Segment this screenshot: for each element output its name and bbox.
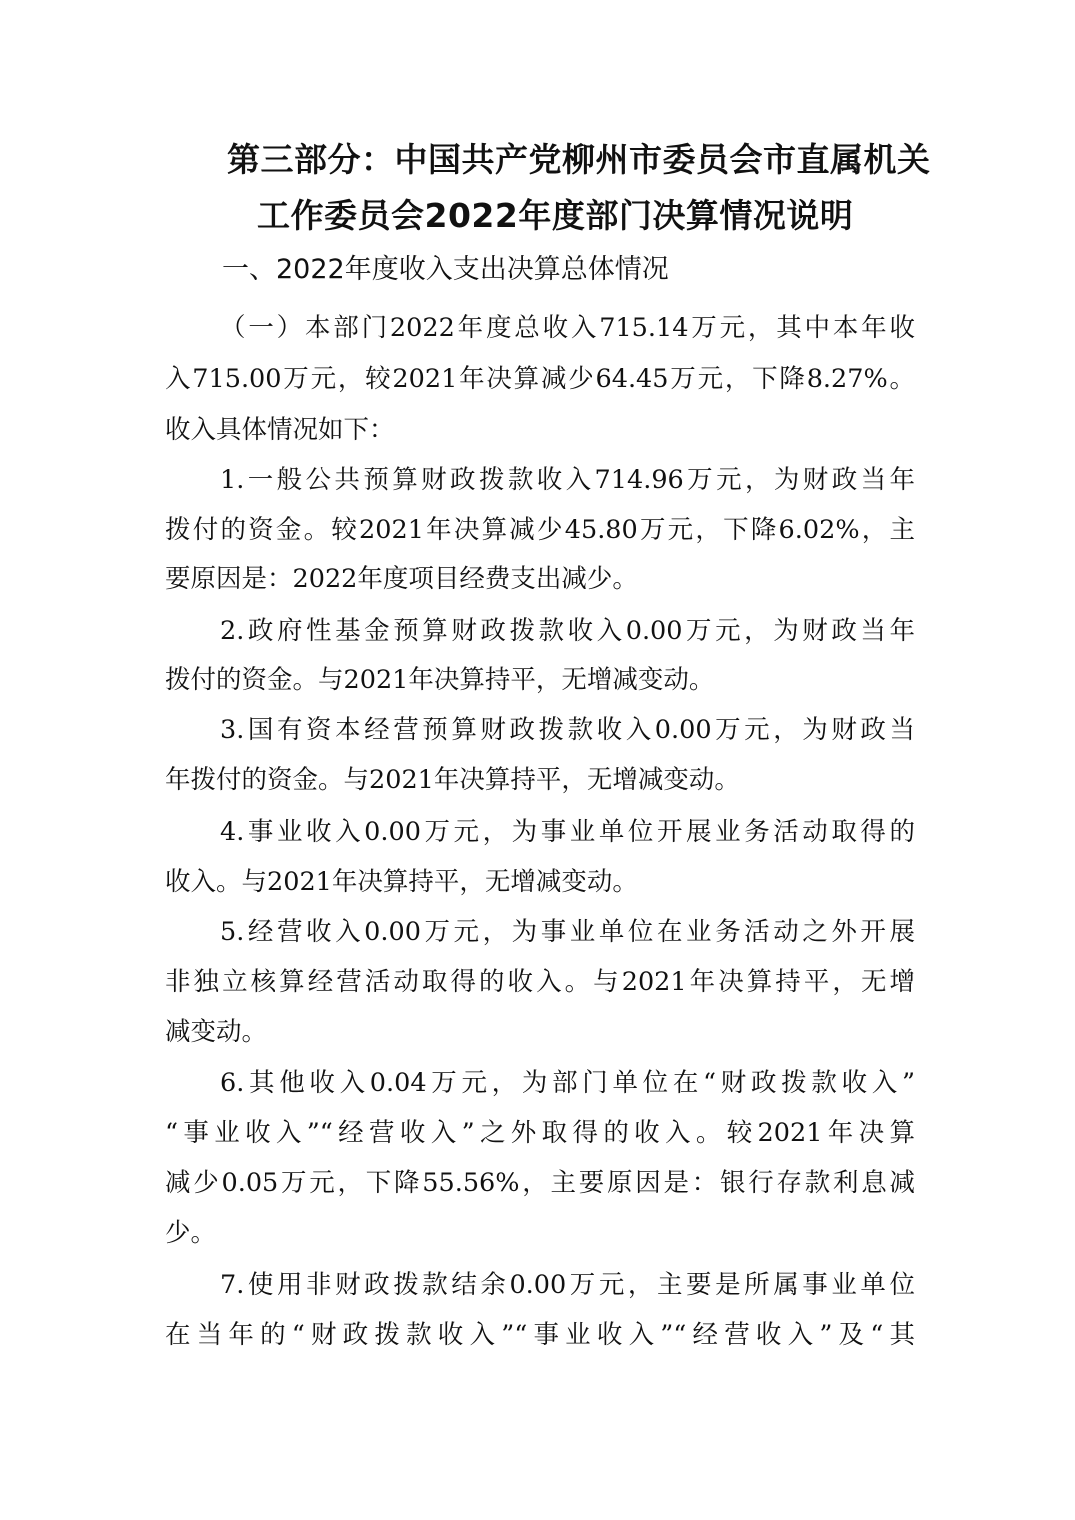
paragraph-line: 4.事业收入0.00万元，为事业单位开展业务活动取得的 [220,817,915,847]
paragraph-line: 非独立核算经营活动取得的收入。与2021年决算持平，无增 [165,967,915,997]
paragraph-line: 7.使用非财政拨款结余0.00万元，主要是所属事业单位 [220,1270,915,1300]
paragraph-line: 年拨付的资金。与2021年决算持平，无增减变动。 [165,765,740,795]
paragraph-line: （一）本部门2022年度总收入715.14万元，其中本年收 [220,313,915,343]
paragraph-line: 在当年的“财政拨款收入”“事业收入”“经营收入”及“其 [165,1320,915,1350]
paragraph-line: 要原因是：2022年度项目经费支出减少。 [165,564,638,594]
paragraph-line: 收入。与2021年决算持平，无增减变动。 [165,867,638,897]
document-title-line-2: 工作委员会2022年度部门决算情况说明 [257,196,854,235]
document-title-line-1: 第三部分：中国共产党柳州市委员会市直属机关 [227,140,931,179]
paragraph-line: 5.经营收入0.00万元，为事业单位在业务活动之外开展 [220,917,915,947]
paragraph-line: 减变动。 [165,1017,268,1047]
paragraph-line: 拨付的资金。与2021年决算持平，无增减变动。 [165,665,715,695]
paragraph-line: “事业收入”“经营收入”之外取得的收入。较2021年决算 [165,1118,915,1148]
paragraph-line: 2.政府性基金预算财政拨款收入0.00万元，为财政当年 [220,616,915,646]
paragraph-line: 3.国有资本经营预算财政拨款收入0.00万元，为财政当 [220,715,915,745]
section-heading: 一、2022年度收入支出决算总体情况 [222,254,669,285]
paragraph-line: 减少0.05万元，下降55.56%，主要原因是：银行存款利息减 [165,1168,915,1198]
paragraph-line: 6.其他收入0.04万元，为部门单位在“财政拨款收入” [220,1068,915,1098]
paragraph-line: 拨付的资金。较2021年决算减少45.80万元，下降6.02%，主 [165,515,915,545]
paragraph-line: 入715.00万元，较2021年决算减少64.45万元，下降8.27%。 [165,364,915,394]
paragraph-line: 收入具体情况如下： [165,415,395,445]
paragraph-line: 少。 [165,1218,217,1248]
paragraph-line: 1.一般公共预算财政拨款收入714.96万元，为财政当年 [220,465,915,495]
